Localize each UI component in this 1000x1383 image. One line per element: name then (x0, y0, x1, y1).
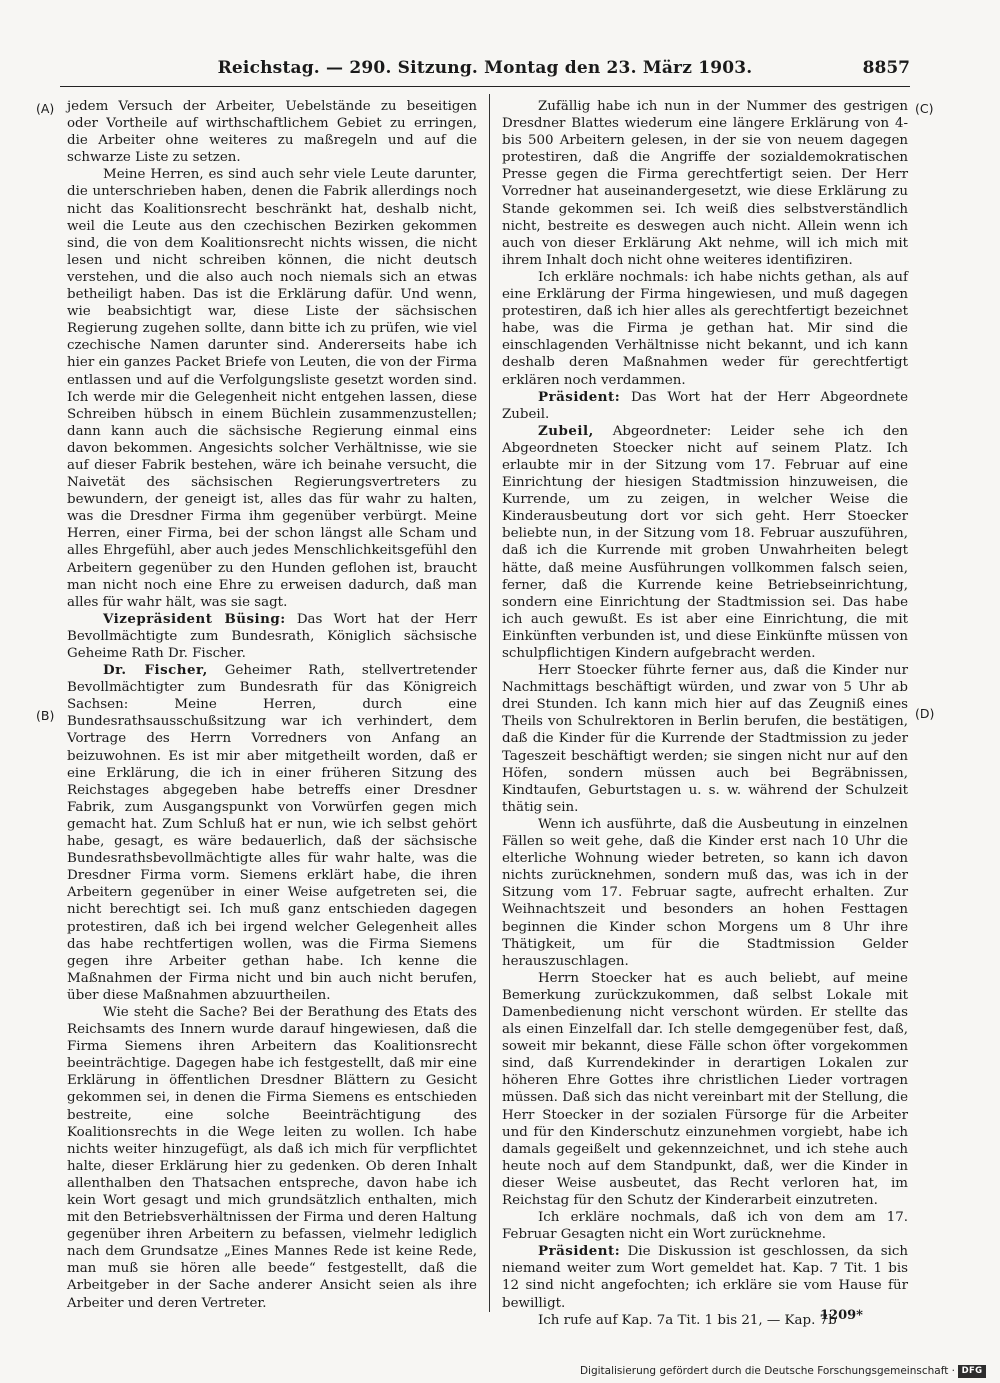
speaker-paragraph (67, 662, 477, 1004)
paragraph: Ich erkläre nochmals: ich habe nichts gethan, als auf eine Erklärung der Firma hingewiesen, und muß dagegen protestiren, daß ich hier alles als gerechtfertigt bezeichnet habe, was die Firma je gethan hat. Mir sind die einschlagenden Verhältnisse nicht bekannt, und ich kann deshalb deren Maßnahmen weder für gerechtfertigt erklären noch verdammen. (502, 269, 908, 388)
page-header (60, 58, 910, 84)
speech-text: Geheimer Rath, stellvertretender Bevollmächtigter zum Bundesrath für das Königreich Sachsen: Meine Herren, durch eine Bundesrathsausschußsitzung war ich verhindert, dem Vortrage des Herrn Vorredners von Anfang an beizuwohnen. Es ist mir aber mitgetheilt worden, daß er eine Erklärung, die ich in einer früheren Sitzung des Reichstages abgegeben habe betreffs einer Dresdner Fabrik, zum Ausgangspunkt von Vorwürfen gegen mich gemacht hat. Zum Schluß hat er nun, wie ich selbst gehört habe, gesagt, es wäre bedauerlich, daß der sächsische Bundesrathsbevollmächtigte alles für wahr halte, was die Dresdner Firma vorm. Siemens erklärt habe, die ihren Arbeitern gegenüber in einer Weise aufgetreten sei, die nicht berechtigt sei. Ich muß ganz entschieden dagegen protestiren, daß ich bei irgend welcher Gelegenheit alles das habe rechtfertigen wollen, was die Firma Siemens gegen ihre Arbeiter gethan habe. Ich kenne die Maßnahmen der Firma nicht und bin auch nicht berufen, über diese Maßnahmen abzuurtheilen. (67, 663, 477, 1003)
paragraph: Herr Stoecker führte ferner aus, daß die Kinder nur Nachmittags beschäftigt würden, und zwar von 5 Uhr ab drei Stunden. Ich kann mich hier auf das Zeugniß eines Theils von Schulrektoren in Berlin berufen, die bestätigen, daß die Kinder für die Kurrende der Stadtmission zu jeder Tageszeit beschäftigt werden; sie singen nicht nur auf den Höfen, sondern müssen auch bei Begräbnissen, Kindtaufen, Geburtstagen u. s. w. während der Schulzeit thätig sein. (502, 663, 908, 815)
paragraph: jedem Versuch der Arbeiter, Uebelstände zu beseitigen oder Vortheile auf wirthschaftlichem Gebiet zu erringen, die Arbeiter ohne weiteres zu maßregeln und auf die schwarze Liste zu setzen. (67, 99, 477, 166)
margin-marker-c: (C) (915, 101, 934, 116)
header-rule (60, 86, 910, 87)
paragraph: Herrn Stoecker hat es auch beliebt, auf meine Bemerkung zurückzukommen, daß selbst Lokale mit Damenbedienung nicht verschont würden. Er stellte das als einen Einzelfall dar. Ich stelle demgegenüber fest, daß, soweit mir bekannt, diese Fälle schon öfter vorgekommen sind, daß Kurrendekinder in derartigen Lokalen zur höheren Ehre Gottes ihre christlichen Lieder vortragen müssen. Daß sich das nicht vereinbart mit der Stellung, die Herr Stoecker in der sozialen Fürsorge für die Arbeiter und für den Kinderschutz einzunehmen vorgiebt, habe ich damals gegeißelt und gekennzeichnet, und ich stehe auch heute noch auf dem Standpunkt, daß, wer die Kinder in dieser Weise ausbeutet, das Recht verloren hat, im Reichstag für den Schutz der Kinderarbeit einzutreten. (502, 970, 908, 1208)
speaker-name: Präsident: (538, 388, 621, 405)
left-column (67, 98, 477, 1312)
speaker-paragraph (67, 611, 477, 662)
paragraph: Wenn ich ausführte, daß die Ausbeutung in einzelnen Fällen so weit gehe, daß die Kinder erst nach 10 Uhr die elterliche Wohnung wieder betreten, so kann ich davon nichts zurücknehmen, sondern muß das, was ich in der Sitzung vom 17. Februar sagte, aufrecht erhalten. Zur Weihnachtszeit und besonders an hohen Festtagen beginnen die Kinder schon Morgens um 8 Uhr ihre Thätigkeit, um für die Stadtmission Gelder herauszuschlagen. (502, 816, 908, 969)
paragraph: Zufällig habe ich nun in der Nummer des gestrigen Dresdner Blattes wiederum eine längere Erklärung von 4- bis 500 Arbeitern gelesen, in der sie von neuem dagegen protestiren, daß die Angriffe der sozialdemokratischen Presse gegen die Firma gerechtfertigt seien. Der Herr Vorredner hat auseinandergesetzt, wie diese Erklärung zu Stande gekommen sei. Ich weiß dies selbstverständlich nicht, bestreite es deswegen auch nicht. Allein wenn ich auch von dieser Erklärung Akt nehme, will ich mich mit ihrem Inhalt doch nicht ohne weiteres identifiziren. (502, 99, 908, 268)
dfg-logo-icon: DFG (958, 1365, 986, 1378)
speaker-paragraph (502, 1243, 908, 1311)
paragraph: Ich rufe auf Kap. 7a Tit. 1 bis 21, — Kap. 7b (538, 1312, 837, 1328)
speaker-name: Dr. Fischer, (103, 662, 208, 679)
page-number: 8857 (862, 58, 910, 78)
speaker-name: Vizepräsident Büsing: (103, 610, 286, 627)
speaker-name: Zubeil, (538, 422, 594, 439)
digitization-footer (579, 1365, 990, 1379)
speech-text: Abgeordneter: Leider sehe ich den Abgeordneten Stoecker nicht auf seinem Platz. Ich erlaubte mir in der Sitzung vom 17. Februar auf eine Einrichtung der hiesigen Stadtmission hinzuweisen, die Kurrende, um zu zeigen, in welcher Weise die Kinderausbeutung dort vor sich geht. Herr Stoecker beliebte nun, in der Sitzung vom 18. Februar auszuführen, daß ich die Kurrende mit groben Unwahrheiten belegt hätte, daß meine Ausführungen vollkommen falsch seien, ferner, daß die Kurrende keine Betriebseinrichtung, sondern eine Einrichtung der Stadtmission sei. Das habe ich auch gewußt. Es ist aber eine Einrichtung, die mit Einkünften verbunden ist, und diese Einkünfte müssen von schulpflichtigen Kindern aufgebracht werden. (502, 423, 908, 661)
header-title: Reichstag. — 290. Sitzung. Montag den 23. März 1903. (217, 58, 753, 78)
speech-text: Die Diskussion ist geschlossen, da sich niemand weiter zum Wort gemeldet hat. Kap. 7 Tit. 1 bis 12 sind nicht angefochten; ich erkläre sie vom Hause für bewilligt. (502, 1244, 908, 1311)
speech-text: Das Wort hat der Herr Abgeordnete Zubeil. (502, 389, 908, 422)
speech-text: Das Wort hat der Herr Bevollmächtigte zum Bundesrath, Königlich sächsische Geheime Rath Dr. Fischer. (67, 611, 477, 661)
speaker-paragraph (502, 423, 908, 662)
paragraph: Meine Herren, es sind auch sehr viele Leute darunter, die unterschrieben haben, denen die Fabrik allerdings noch nicht das Koalitionsrecht beschränkt hat, deshalb nicht, weil die Leute aus den czechischen Bezirken gekommen sind, die von dem Koalitionsrecht nichts wissen, die nicht lesen und nicht schreiben können, die nicht deutsch verstehen, und die also auch noch niemals sich an etwas betheiligt haben. Das ist die Erklärung dafür. Und wenn, wie beabsichtigt war, diese Liste der sächsischen Regierung zugehen sollte, dann bitte ich zu prüfen, wie viel czechische Namen darunter sind. Andererseits habe ich hier ein ganzes Packet Briefe von Leuten, die von der Firma entlassen und auf die Verfolgungsliste gesetzt worden sind. Ich werde mir die Gelegenheit nicht entgehen lassen, diese Schreiben hübsch in einem Büchlein zusammenzustellen; dann kann auch die sächsische Regierung einmal eins davon bekommen. Angesichts solcher Verhältnisse, wie sie auf dieser Fabrik bestehen, wäre ich beinahe versucht, die Naivetät des sächsischen Regierungsvertreters zu bewundern, der geneigt ist, alles das für wahr zu halten, was die Dresdner Firma ihm gegenüber verbürgt. Meine Herren, einer Firma, bei der schon längst alle Scham und alles Ehrgefühl, aber auch jedes Menschlichkeitsgefühl den Arbeitern gegenüber zu den Hunden geflohen ist, braucht man nicht noch eine Ehre zu erweisen dadurch, daß man alles für wahr hält, was sie sagt. (67, 167, 477, 610)
sheet-number: 1209* (820, 1308, 863, 1323)
column-divider (489, 94, 490, 1312)
right-column (502, 98, 908, 1329)
margin-marker-d: (D) (915, 706, 935, 721)
margin-marker-b: (B) (36, 708, 55, 723)
paragraph: Ich erkläre nochmals, daß ich von dem am 17. Februar Gesagten nicht ein Wort zurücknehme. (502, 1210, 908, 1243)
speaker-paragraph (502, 389, 908, 423)
speaker-name: Präsident: (538, 1243, 621, 1260)
footer-credit: Digitalisierung gefördert durch die Deutsche Forschungsgemeinschaft · (579, 1365, 955, 1377)
margin-marker-a: (A) (36, 101, 55, 116)
paragraph: Wie steht die Sache? Bei der Berathung des Etats des Reichsamts des Innern wurde darauf hingewiesen, daß die Firma Siemens ihren Arbeitern das Koalitionsrecht beeinträchtige. Dagegen habe ich festgestellt, daß mir eine Erklärung in öffentlichen Dresdner Blättern zu Gesicht gekommen sei, in denen die Firma Siemens es entschieden bestreite, eine solche Beeinträchtigung des Koalitionsrechts in die Wege leiten zu wollen. Ich habe nichts weiter hinzugefügt, als daß ich mich für verpflichtet halte, dieser Erklärung hier zu gedenken. Ob deren Inhalt allenthalben den Thatsachen entspreche, davon habe ich kein Wort gesagt und mich grundsätzlich enthalten, mich mit den Betriebsverhältnissen der Firma und deren Haltung gegenüber ihren Arbeitern zu befassen, vielmehr lediglich nach dem Grundsatze „Eines Mannes Rede ist keine Rede, man muß sie hören alle beede“ festgestellt, daß die Arbeitgeber in der Sache anderer Ansicht seien als ihre Arbeiter und deren Vertreter. (67, 1004, 477, 1311)
